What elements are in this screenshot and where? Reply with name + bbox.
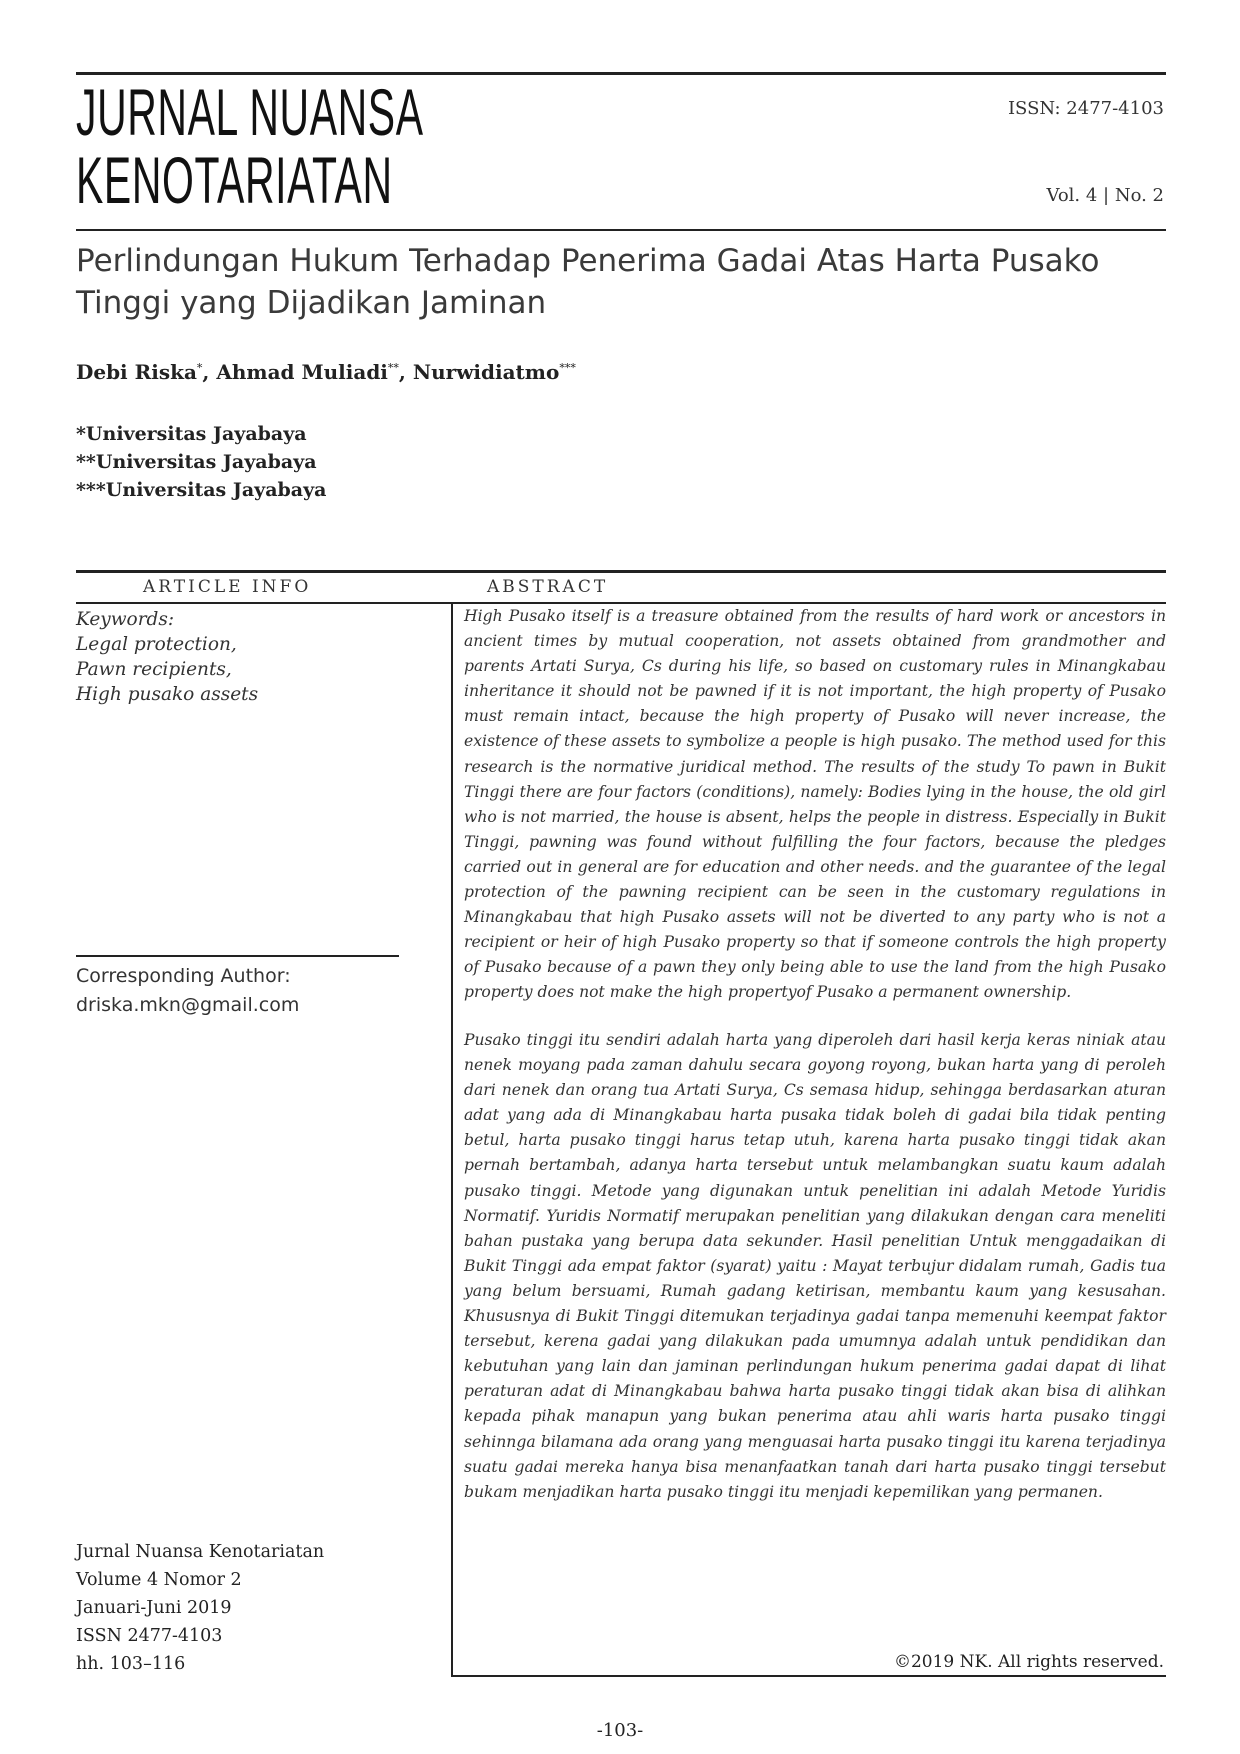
author-mark: ** [387, 361, 399, 375]
journal-logo-line2: KENOTARIATAN [76, 143, 393, 217]
author-list: Debi Riska*, Ahmad Muliadi**, Nurwidiatmo*** [76, 360, 576, 384]
issn-label: ISSN: 2477-4103 [1007, 98, 1164, 119]
keywords-block [76, 607, 258, 707]
abstract-english: High Pusako itself is a treasure obtained from the results of hard work or ancestors in ancient times by mutual cooperation, not assets obtained from grandmother and parents Artati Surya, Cs during his life, so based on customary rules in Minangkabau inheritance it should not be pawned if it is not important, the high property of Pusako must remain intact, because the high property of Pusako will never increase, the existence of these assets to symbolize a people is high pusako. The method used for this research is the normative juridical method. The results of the study To pawn in Bukit Tinggi there are four factors (conditions), namely: Bodies lying in the house, the old girl who is not married, the house is absent, helps the people in distress. Especially in Bukit Tinggi, pawning was found without fulfilling the four factors, because the pledges carried out in general are for education and other needs. and the guarantee of the legal protection of the pawning recipient can be seen in the customary regulations in Minangkabau that high Pusako assets will not be diverted to any party who is not a recipient or heir of high Pusako property so that if someone controls the high property of Pusako because of a pawn they only being able to use the land from the high Pusako property does not make the high propertyof Pusako a permanent ownership. [464, 607, 1166, 1002]
journal-logo-line1: JURNAL NUANSA [76, 75, 424, 149]
corresponding-author [76, 962, 299, 1020]
affiliation: **Universitas Jayabaya [76, 451, 317, 473]
corresponding-email: driska.mkn@gmail.com [76, 994, 300, 1016]
journal-info-line: hh. 103–116 [76, 1654, 186, 1674]
page-number: -103- [596, 1720, 644, 1741]
author-mark: *** [559, 361, 576, 375]
journal-info-line: Volume 4 Nomor 2 [76, 1570, 242, 1590]
journal-info [76, 1538, 324, 1678]
author-name: Nurwidiatmo [412, 360, 560, 384]
abstract-indonesian: Pusako tinggi itu sendiri adalah harta yang diperoleh dari hasil kerja keras niniak atau nenek moyang pada zaman dahulu secara goyong royong, bukan harta yang di peroleh dari nenek dan orang tua Artati Surya, Cs semasa hidup, sehingga berdasarkan aturan adat yang ada di Minangkabau harta pusaka tidak boleh di gadai bila tidak penting betul, harta pusako tinggi harus tetap utuh, karena harta pusako tinggi tidak akan pernah bertambah, adanya harta tersebut untuk melambangkan suatu kaum adalah pusako tinggi. Metode yang digunakan untuk penelitian ini adalah Metode Yuridis Normatif. Yuridis Normatif merupakan penelitian yang dilakukan dengan cara meneliti bahan pustaka yang berupa data sekunder. Hasil penelitian Untuk menggadaikan di Bukit Tinggi ada empat faktor (syarat) yaitu : Mayat terbujur didalam rumah, Gadis tua yang belum bersuami, Rumah gadang ketirisan, membantu kaum yang kesusahan. Khususnya di Bukit Tinggi ditemukan terjadinya gadai tanpa memenuhi keempat faktor tersebut, kerena gadai yang dilakukan pada umumnya adalah untuk pendidikan dan kebutuhan yang lain dan jaminan perlindungan hukum penerima gadai dapat di lihat peraturan adat di Minangkabau bahwa harta pusako tinggi tidak akan bisa di alihkan kepada pihak manapun yang bukan penerima atau ahli waris harta pusako tinggi sehinnga bilamana ada orang yang menguasai harta pusako tinggi itu karena terjadinya suatu gadai mereka hanya bisa menanfaatkan tanah dari harta pusako tinggi tersebut bukam menjadikan harta pusako tinggi itu menjadi kepemilikan yang permanen. [464, 1031, 1166, 1501]
column-divider [451, 603, 453, 1676]
journal-info-line: Jurnal Nuansa Kenotariatan [76, 1542, 325, 1562]
section-top-rule [76, 570, 1166, 573]
keyword-item: Pawn recipients, [76, 659, 232, 680]
author-name: Debi Riska [76, 360, 197, 384]
author-name: Ahmad Muliadi [216, 360, 388, 384]
journal-info-line: Januari-Juni 2019 [76, 1598, 232, 1618]
abstract-heading: ABSTRACT [487, 577, 609, 597]
corresponding-rule [76, 955, 399, 957]
volume-label: Vol. 4 | No. 2 [1046, 185, 1164, 206]
keyword-item: Legal protection, [76, 634, 237, 655]
keyword-item: High pusako assets [76, 684, 259, 705]
affiliation-list [76, 420, 326, 504]
article-info-heading: ARTICLE INFO [143, 577, 312, 597]
article-title: Perlindungan Hukum Terhadap Penerima Gadai Atas Harta Pusako Tinggi yang Dijadikan Jaminan [76, 243, 1100, 321]
keywords-label: Keywords: [76, 609, 175, 630]
section-bottom-rule [451, 1675, 1166, 1677]
author-mark: * [196, 361, 203, 375]
copyright-notice: ©2019 NK. All rights reserved. [893, 1652, 1164, 1672]
affiliation: *Universitas Jayabaya [76, 423, 307, 445]
affiliation: ***Universitas Jayabaya [76, 479, 327, 501]
corresponding-label: Corresponding Author: [76, 965, 291, 987]
journal-info-line: ISSN 2477-4103 [76, 1626, 223, 1646]
header-bottom-rule [76, 229, 1166, 231]
journal-logo [76, 75, 424, 217]
